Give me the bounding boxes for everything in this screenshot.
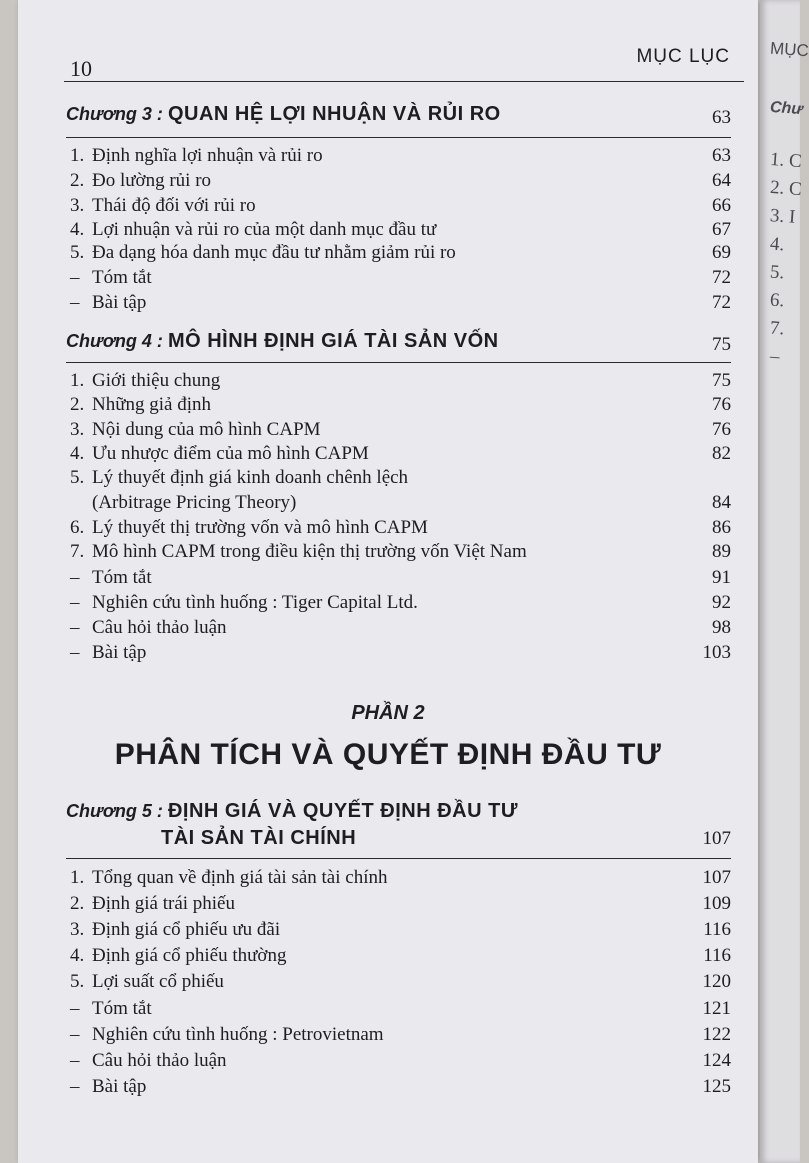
toc-item: 4. Lợi nhuận và rủi ro của một danh mục đầu tư 67: [70, 219, 731, 240]
adjacent-fragment: 3. I: [769, 205, 797, 228]
chapter-label: Chương 5 :: [66, 801, 163, 821]
toc-item: – Bài tập 72: [70, 292, 731, 313]
adjacent-fragment: 5.: [769, 261, 785, 284]
chapter-4-heading: [66, 330, 731, 353]
chapter-page: 63: [712, 107, 731, 128]
toc-item: 5. Lý thuyết định giá kinh doanh chênh lệch: [70, 467, 409, 488]
chapter-page: 75: [712, 334, 731, 355]
toc-item: – Bài tập 103: [70, 642, 731, 663]
toc-item: 1. Giới thiệu chung 75: [70, 370, 731, 391]
toc-item: 4. Định giá cổ phiếu thường 116: [70, 945, 731, 966]
toc-item: 2. Những giả định 76: [70, 394, 731, 415]
running-header-title: MỤC LỤC: [636, 46, 730, 67]
page-number: 10: [70, 56, 92, 81]
toc-item: 1. Tổng quan về định giá tài sản tài chính 107: [70, 867, 731, 888]
chapter-title: ĐỊNH GIÁ VÀ QUYẾT ĐỊNH ĐẦU TƯ: [167, 800, 518, 822]
toc-item: – Câu hỏi thảo luận 98: [70, 617, 731, 638]
chapter-5-heading: [66, 800, 731, 856]
toc-item: – Nghiên cứu tình huống : Tiger Capital Ltd. 92: [70, 592, 731, 613]
toc-item: – Câu hỏi thảo luận 124: [70, 1050, 731, 1071]
toc-item: 1. Định nghĩa lợi nhuận và rủi ro 63: [70, 145, 731, 166]
chapter-rule: [66, 858, 731, 859]
chapter-page: 107: [702, 828, 731, 849]
toc-item: 5. Đa dạng hóa danh mục đầu tư nhằm giảm rủi ro 69: [70, 242, 731, 263]
toc-item: – Nghiên cứu tình huống : Petrovietnam 122: [70, 1024, 731, 1045]
adjacent-header: MỤC: [769, 38, 809, 61]
adjacent-chapter: Chư: [769, 98, 804, 119]
adjacent-page-edge: [760, 0, 809, 1163]
adjacent-fragment: 2. C: [769, 176, 803, 201]
chapter-title-line-2: TÀI SẢN TÀI CHÍNH: [161, 827, 357, 849]
adjacent-fragment: 1. C: [769, 148, 803, 173]
chapter-title: MÔ HÌNH ĐỊNH GIÁ TÀI SẢN VỐN: [167, 330, 499, 352]
part-title: PHÂN TÍCH VÀ QUYẾT ĐỊNH ĐẦU TƯ: [114, 738, 662, 771]
toc-item: – Bài tập 125: [70, 1076, 731, 1097]
toc-item: 7. Mô hình CAPM trong điều kiện thị trường vốn Việt Nam 89: [70, 541, 731, 562]
chapter-3-heading: [66, 103, 731, 126]
toc-item: 3. Định giá cổ phiếu ưu đãi 116: [70, 919, 731, 940]
toc-item: 6. Lý thuyết thị trường vốn và mô hình CAPM 86: [70, 517, 731, 538]
chapter-rule: [66, 137, 731, 138]
adjacent-fragment: –: [769, 345, 781, 368]
toc-item: – Tóm tắt 121: [70, 998, 731, 1019]
toc-item: 3. Thái độ đối với rủi ro 66: [70, 195, 731, 216]
book-page: [18, 0, 758, 1163]
toc-item: 2. Định giá trái phiếu 109: [70, 893, 731, 914]
chapter-rule: [66, 362, 731, 363]
header-rule: [64, 81, 744, 82]
adjacent-fragment: 6.: [769, 289, 785, 312]
chapter-label: Chương 4 :: [66, 331, 163, 351]
toc-item: (Arbitrage Pricing Theory) 84: [92, 492, 731, 513]
toc-item: – Tóm tắt 91: [70, 567, 731, 588]
toc-item: 4. Ưu nhược điểm của mô hình CAPM 82: [70, 443, 731, 464]
toc-item: 5. Lợi suất cổ phiếu 120: [70, 971, 731, 992]
chapter-label: Chương 3 :: [66, 104, 163, 124]
adjacent-fragment: 7.: [769, 317, 785, 340]
toc-item: 2. Đo lường rủi ro 64: [70, 170, 731, 191]
part-label: PHẦN 2: [351, 702, 425, 724]
toc-item: – Tóm tắt 72: [70, 267, 731, 288]
toc-item: 3. Nội dung của mô hình CAPM 76: [70, 419, 731, 440]
chapter-title: QUAN HỆ LỢI NHUẬN VÀ RỦI RO: [167, 103, 501, 125]
adjacent-fragment: 4.: [769, 233, 785, 256]
